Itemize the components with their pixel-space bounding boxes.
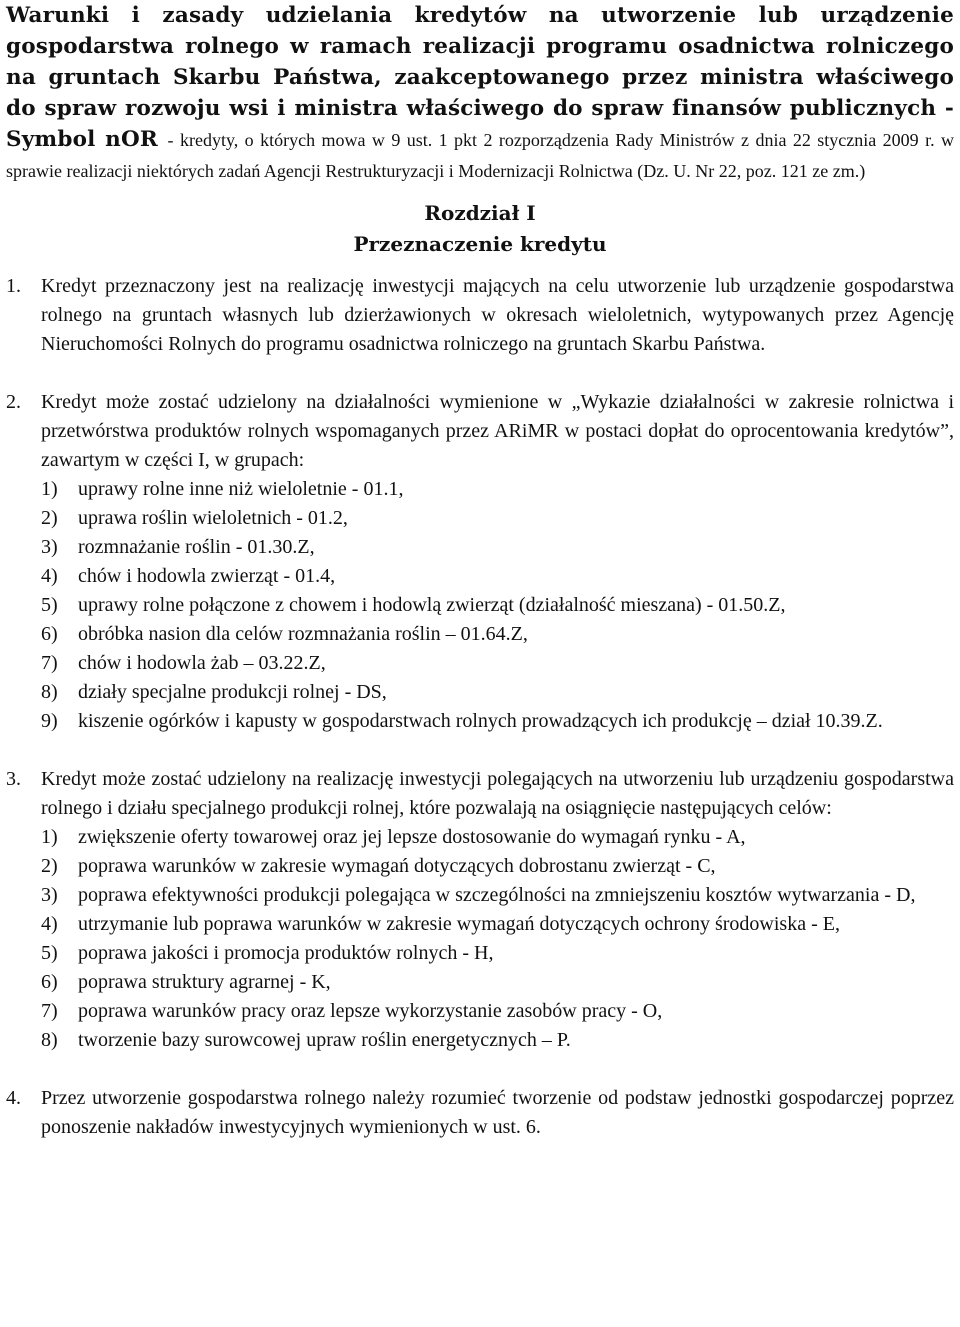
paragraph-content (41, 388, 954, 736)
paragraph-text: Kredyt może zostać udzielony na działalności wymienione w „Wykazie działalności w zakresie rolnictwa i przetwórstwa produktów rolnych wspomaganych przez ARiMR w postaci dopłat do oprocentowania kredytów”, zawartym w części I, w grupach: (41, 391, 954, 471)
paragraph-text: Kredyt może zostać udzielony na realizację inwestycji polegających na utworzeniu lub urządzeniu gospodarstwa rolnego i działu specjalnego produkcji rolnej, które pozwalają na osiągnięcie następujących celów: (41, 768, 954, 819)
list-item-number: 9) (41, 710, 58, 732)
list-item-text: uprawa roślin wieloletnich - 01.2, (78, 507, 348, 529)
paragraph-text: Kredyt przeznaczony jest na realizację inwestycji mających na celu utworzenie lub urządzenie gospodarstwa rolnego na gruntach własnych lub dzierżawionych w okresach wieloletnich, wytypowanych przez Agencję Nieruchomości Rolnych do programu osadnictwa rolniczego na gruntach Skarbu Państwa. (41, 275, 954, 355)
chapter-heading (6, 198, 954, 260)
activity-group-list (41, 475, 954, 736)
list-item-number: 5) (41, 942, 58, 964)
list-item (41, 678, 954, 707)
list-item (41, 591, 954, 620)
document-title: Warunki i zasady udzielania kredytów na utworzenie lub urządzenie gospodarstwa rolnego w ramach realizacji programu osadnictwa rolniczego na gruntach Skarbu Państwa, zaakceptowanego przez ministra właściwego do spraw rozwoju wsi i ministra właściwego do spraw finansów publicznych - Symbol nOR (6, 3, 954, 152)
list-item-number: 3) (41, 884, 58, 906)
list-item-text: tworzenie bazy surowcowej upraw roślin energetycznych – P. (78, 1029, 571, 1051)
list-item-text: kiszenie ogórków i kapusty w gospodarstwach rolnych prowadzących ich produkcję – dział 10.39.Z. (78, 710, 883, 732)
list-item-number: 8) (41, 1029, 58, 1051)
list-item (41, 475, 954, 504)
list-item-number: 8) (41, 681, 58, 703)
list-item-number: 5) (41, 594, 58, 616)
chapter-title: Przeznaczenie kredytu (353, 232, 607, 256)
paragraph-number: 2. (6, 391, 21, 413)
list-item (41, 968, 954, 997)
list-item-text: uprawy rolne połączone z chowem i hodowlą zwierząt (działalność mieszana) - 01.50.Z, (78, 594, 786, 616)
list-item (41, 881, 954, 910)
list-item-text: chów i hodowla zwierząt - 01.4, (78, 565, 336, 587)
list-item-number: 3) (41, 536, 58, 558)
list-item-number: 1) (41, 826, 58, 848)
list-item (41, 649, 954, 678)
list-item-text: poprawa warunków pracy oraz lepsze wykorzystanie zasobów pracy - O, (78, 1000, 663, 1022)
list-item-text: chów i hodowla żab – 03.22.Z, (78, 652, 326, 674)
document-header (6, 0, 954, 186)
list-item (41, 997, 954, 1026)
list-item-text: poprawa jakości i promocja produktów rolnych - H, (78, 942, 494, 964)
paragraph-3 (6, 765, 954, 1055)
list-item-text: działy specjalne produkcji rolnej - DS, (78, 681, 387, 703)
list-item-number: 7) (41, 652, 58, 674)
list-item-number: 6) (41, 971, 58, 993)
list-item-number: 7) (41, 1000, 58, 1022)
list-item-text: obróbka nasion dla celów rozmnażania roślin – 01.64.Z, (78, 623, 528, 645)
list-item-text: rozmnażanie roślin - 01.30.Z, (78, 536, 315, 558)
list-item (41, 504, 954, 533)
chapter-number: Rozdział I (424, 201, 536, 225)
list-item-text: poprawa efektywności produkcji polegająca w szczególności na zmniejszeniu kosztów wytwarzania - D, (78, 884, 916, 906)
list-item-number: 6) (41, 623, 58, 645)
list-item (41, 939, 954, 968)
list-item-number: 2) (41, 855, 58, 877)
list-item (41, 562, 954, 591)
list-item (41, 707, 954, 736)
list-item-text: utrzymanie lub poprawa warunków w zakresie wymagań dotyczących ochrony środowiska - E, (78, 913, 840, 935)
list-item-number: 4) (41, 565, 58, 587)
paragraph-text: Przez utworzenie gospodarstwa rolnego należy rozumieć tworzenie od podstaw jednostki gospodarczej poprzez ponoszenie nakładów inwestycyjnych wymienionych w ust. 6. (41, 1087, 954, 1138)
paragraph-1 (6, 272, 954, 359)
list-item-number: 1) (41, 478, 58, 500)
list-item (41, 910, 954, 939)
list-item-text: poprawa warunków w zakresie wymagań dotyczących dobrostanu zwierząt - C, (78, 855, 716, 877)
document-title-legal-basis: - kredyty, o których mowa w 9 ust. 1 pkt 2 rozporządzenia Rady Ministrów z dnia 22 stycznia 2009 r. w sprawie realizacji niektórych zadań Agencji Restrukturyzacji i Modernizacji Rolnictwa (Dz. U. Nr 22, poz. 121 ze zm.) (6, 130, 954, 181)
list-item-text: zwiększenie oferty towarowej oraz jej lepsze dostosowanie do wymagań rynku - A, (78, 826, 746, 848)
paragraph-4 (6, 1084, 954, 1142)
list-item-text: uprawy rolne inne niż wieloletnie - 01.1, (78, 478, 404, 500)
paragraph-2 (6, 388, 954, 736)
investment-goal-list (41, 823, 954, 1055)
paragraph-number: 3. (6, 768, 21, 790)
list-item (41, 852, 954, 881)
paragraph-number: 1. (6, 275, 21, 297)
list-item-text: poprawa struktury agrarnej - K, (78, 971, 331, 993)
list-item (41, 823, 954, 852)
list-item (41, 620, 954, 649)
list-item-number: 4) (41, 913, 58, 935)
paragraph-number: 4. (6, 1087, 21, 1109)
list-item (41, 533, 954, 562)
list-item (41, 1026, 954, 1055)
paragraph-content (41, 765, 954, 1055)
list-item-number: 2) (41, 507, 58, 529)
